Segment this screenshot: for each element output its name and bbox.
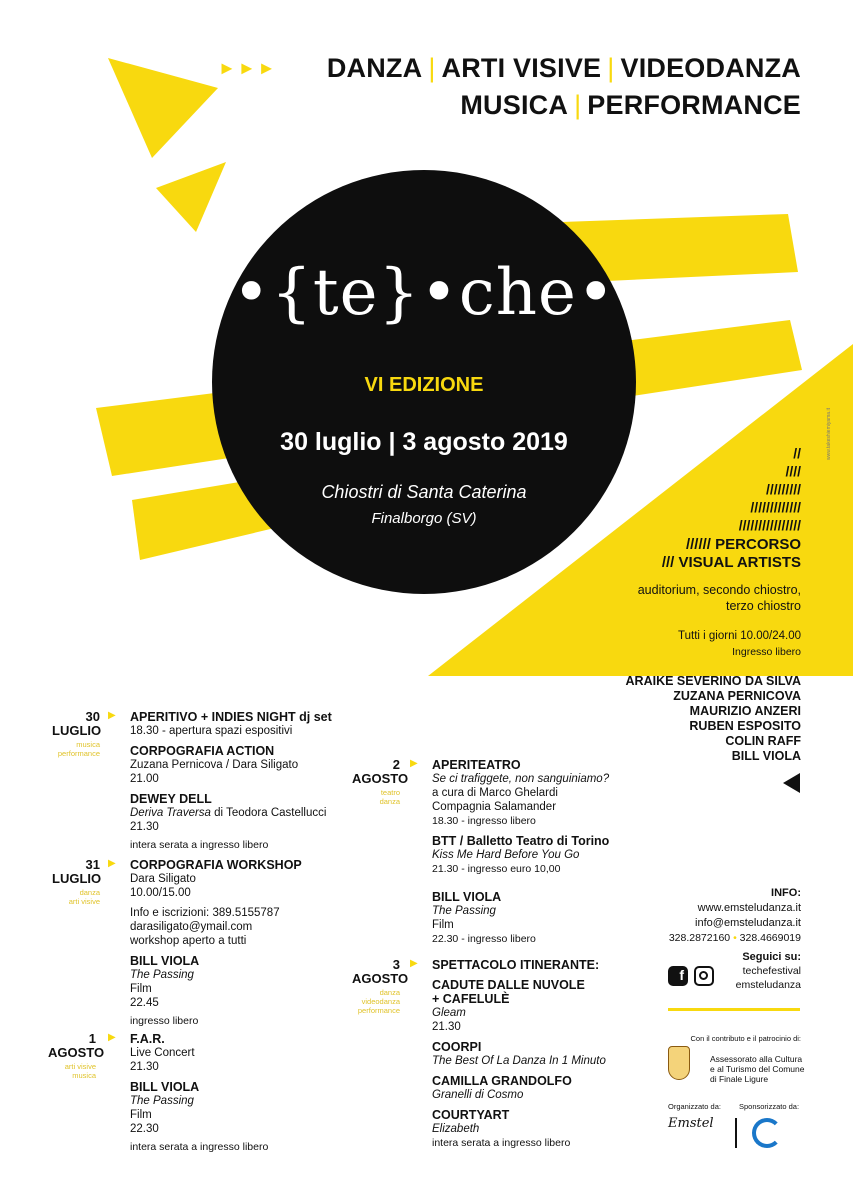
yellow-triangle-small — [156, 162, 226, 232]
facebook-icon[interactable]: f — [668, 966, 688, 986]
sponsor-logo-icon — [752, 1118, 782, 1148]
artist-name: BILL VIOLA — [731, 749, 801, 763]
organized-label: Organizzato da: — [668, 1102, 721, 1111]
date-30-luglio: 30 LUGLIO musica performance — [52, 709, 102, 758]
festival-logo: •{te}•che• — [232, 256, 616, 330]
date-2-agosto: 2 AGOSTO teatro danza — [352, 757, 409, 806]
patron-text: Assessorato alla Cultura e al Turismo del Comune di Finale Ligure — [710, 1054, 805, 1084]
hero-circle — [212, 170, 636, 594]
separator: | — [428, 53, 436, 83]
artist-name: MAURIZIO ANZERI — [689, 704, 801, 718]
visual-hours: Tutti i giorni 10.00/24.00 Ingresso libero — [678, 630, 801, 658]
organizer-logo: Emstel — [668, 1116, 714, 1131]
arrows-icon: ►►► — [218, 58, 278, 78]
artist-name: ARAIKE SEVERINO DA SILVA — [625, 674, 801, 688]
side-credit: www.takeshiemiyama.it — [826, 408, 832, 460]
date-31-luglio: 31 LUGLIO danza arti visive — [52, 857, 102, 906]
date-1-agosto: 1 AGOSTO arti visive musica — [48, 1031, 105, 1080]
event-list-2: APERITEATRO Se ci trafiggete, non sanguiniamo? a cura di Marco Ghelardi Compagnia Salamander 18.30 - ingresso libero BTT / Balletto Teatro di Torino Kiss Me Hard Before You Go 21.30 - ingresso euro 10,00 BILL VIOLA The Passing Film 22.30 - ingresso libero — [432, 758, 610, 945]
event-list-3: SPETTACOLO ITINERANTE: CADUTE DALLE NUVOLE + CAFELULÈ Gleam 21.30 COORPI The Best Of La Danza In 1 Minuto CAMILLA GRANDOLFO Granelli di Cosmo COURTYART Elizabeth intera serata a ingresso libero — [432, 958, 606, 1149]
event-list-31: CORPOGRAFIA WORKSHOP Dara Siligato 10.00/15.00 Info e iscrizioni: 389.5155787 darasiligato@ymail.com workshop aperto a tutti BILL VIOLA The Passing Film 22.45 ingresso libero — [130, 858, 302, 1027]
date-3-agosto: 3 AGOSTO danza videodanza performance — [352, 957, 409, 1015]
sponsored-label: Sponsorizzato da: — [739, 1102, 800, 1111]
festival-dates: 30 luglio | 3 agosto 2019 — [280, 428, 568, 456]
visual-artists-list — [626, 674, 801, 764]
category-performance: PERFORMANCE — [587, 90, 801, 120]
edition-label: VI EDIZIONE — [364, 374, 484, 396]
separator: | — [607, 53, 615, 83]
patron-label: Con il contributo e il patrocinio di: — [690, 1034, 801, 1043]
play-icon: ▶ — [410, 958, 418, 969]
logo-divider — [735, 1118, 737, 1148]
artist-name: ZUZANA PERNICOVA — [673, 689, 801, 703]
artist-name: COLIN RAFF — [725, 734, 801, 748]
play-icon: ▶ — [108, 1032, 116, 1043]
category-danza: DANZA — [326, 53, 423, 83]
play-icon: ▶ — [108, 858, 116, 869]
visual-title-2: /// VISUAL ARTISTS — [661, 554, 801, 571]
divider — [668, 1008, 800, 1011]
category-musica: MUSICA — [460, 90, 569, 120]
separator: | — [574, 90, 582, 120]
header-line-1 — [327, 53, 801, 84]
play-icon: ▶ — [108, 710, 116, 721]
header-line-2 — [460, 90, 801, 121]
slash-decoration: // //// ///////// ///////////// //////////////// ////// PERCORSO /// VISUAL ARTISTS — [661, 445, 801, 571]
instagram-icon[interactable] — [694, 966, 714, 986]
play-icon: ▶ — [410, 758, 418, 769]
category-arti-visive: ARTI VISIVE — [441, 53, 602, 83]
event-list-30: APERITIVO + INDIES NIGHT dj set 18.30 - apertura spazi espositivi CORPOGRAFIA ACTION Zuzana Pernicova / Dara Siligato 21.00 DEWEY DELL Deriva Traversa di Teodora Castellucci 21.30 intera serata a ingresso libero — [130, 710, 332, 851]
venue-name: Chiostri di Santa Caterina — [321, 482, 527, 502]
category-videodanza: VIDEODANZA — [620, 53, 801, 83]
visual-places: auditorium, secondo chiostro, terzo chiostro — [637, 583, 801, 613]
email-link[interactable]: info@emsteludanza.it — [695, 917, 801, 929]
website-link[interactable]: www.emsteludanza.it — [697, 902, 801, 914]
visual-title-1: ////// PERCORSO — [685, 536, 801, 553]
artist-name: RUBEN ESPOSITO — [689, 719, 801, 733]
comune-crest-icon — [668, 1046, 690, 1080]
yellow-triangle-top-left — [108, 58, 218, 158]
venue-town: Finalborgo (SV) — [371, 510, 477, 527]
info-block: INFO: www.emsteludanza.it info@emsteludanza.it 328.2872160 • 328.4669019 — [668, 887, 801, 944]
event-list-1: F.A.R. Live Concert 21.30 BILL VIOLA The Passing Film 22.30 intera serata a ingresso libero — [130, 1032, 269, 1153]
triangle-left-icon — [782, 772, 802, 794]
social-block: Seguici su: techefestival emsteludanza — [735, 951, 801, 991]
